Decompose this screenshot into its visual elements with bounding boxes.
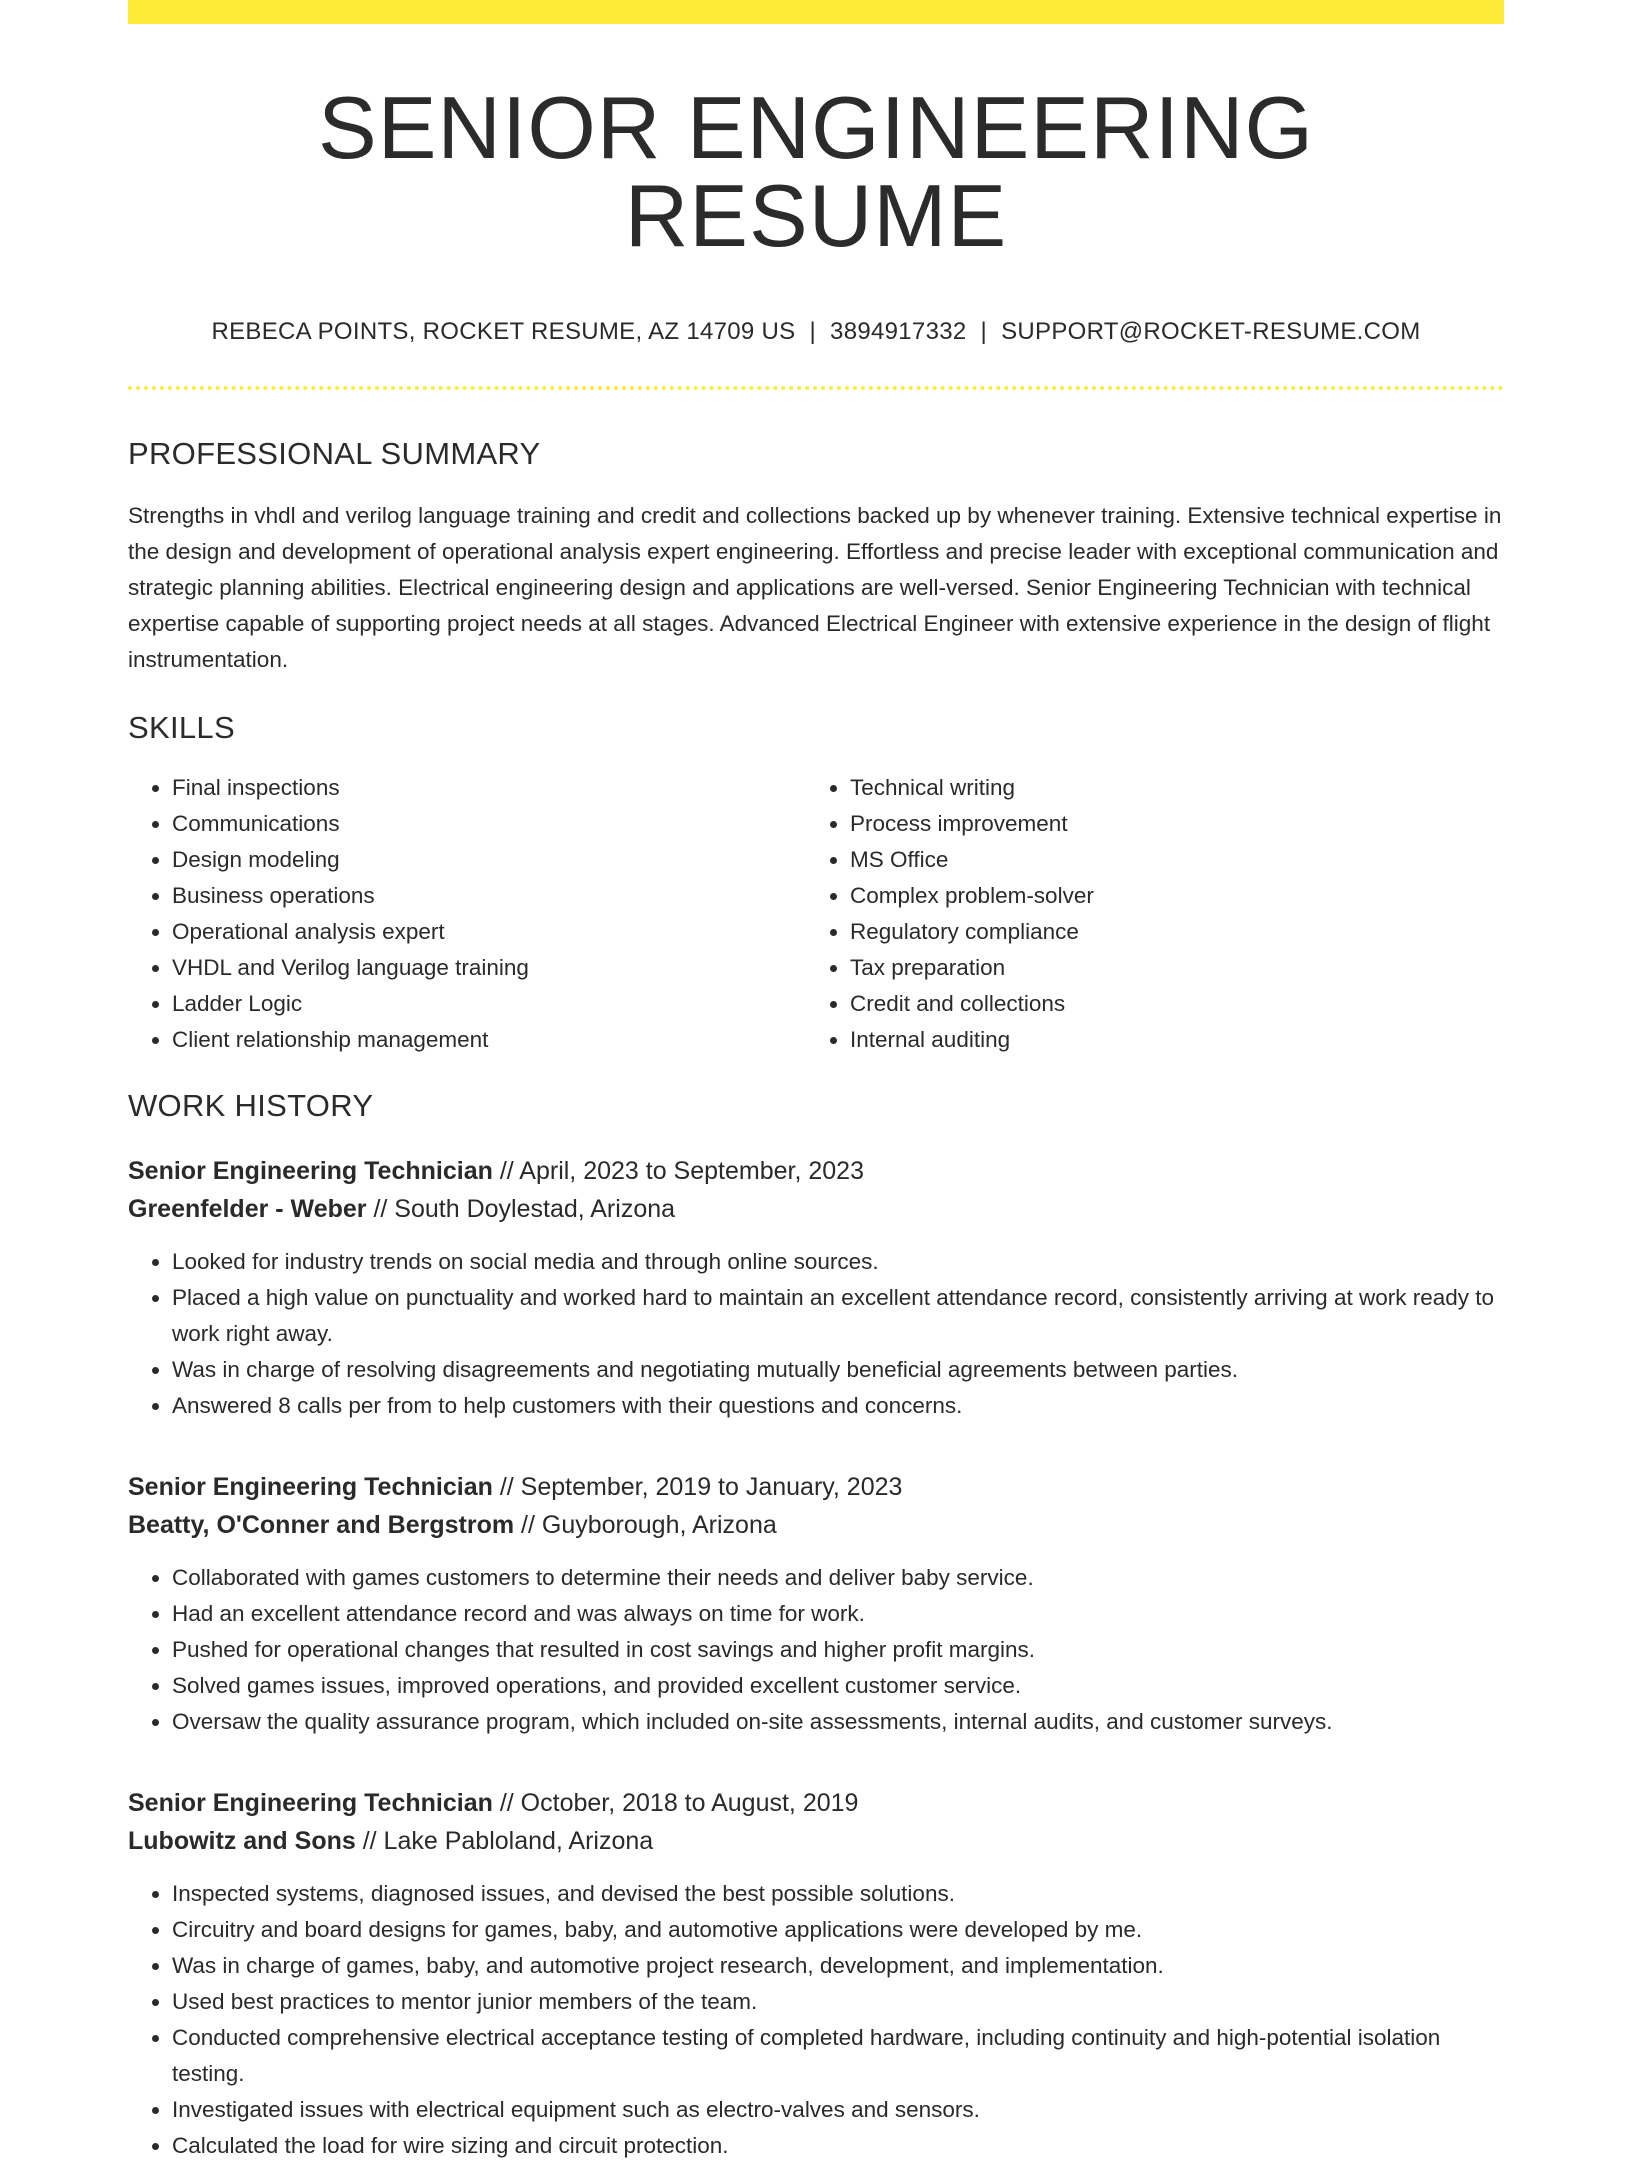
job-title: Senior Engineering Technician	[128, 1789, 493, 1817]
section-heading-work: WORK HISTORY	[128, 1088, 374, 1123]
job-bullets	[128, 1244, 1504, 1424]
job-company: Greenfelder - Weber	[128, 1195, 367, 1223]
skill-item: • Process improvement	[850, 806, 1504, 842]
skill-item: • Operational analysis expert	[172, 914, 806, 950]
professional-summary-section	[128, 436, 1504, 678]
section-heading-summary: PROFESSIONAL SUMMARY	[128, 436, 541, 471]
job-bullets	[128, 1560, 1504, 1740]
job-title-line	[128, 1152, 1504, 1190]
skill-item: • Technical writing	[850, 770, 1504, 806]
job-bullets	[128, 1876, 1504, 2164]
job-title-line	[128, 1468, 1504, 1506]
job-bullet: • Conducted comprehensive electrical acceptance testing of completed hardware, including continuity and high-potential isolation testing.	[172, 2020, 1504, 2092]
job-entry	[128, 1152, 1504, 1424]
job-location: // Lake Pabloland, Arizona	[355, 1827, 654, 1855]
job-bullet: • Looked for industry trends on social media and through online sources.	[172, 1244, 1504, 1280]
skill-item: • MS Office	[850, 842, 1504, 878]
skill-item: • Communications	[172, 806, 806, 842]
job-title: Senior Engineering Technician	[128, 1473, 493, 1501]
job-title-line	[128, 1784, 1504, 1822]
job-bullet: • Solved games issues, improved operations, and provided excellent customer service.	[172, 1668, 1504, 1704]
job-company: Lubowitz and Sons	[128, 1827, 356, 1855]
skill-item: • Credit and collections	[850, 986, 1504, 1022]
contact-line	[128, 318, 1504, 346]
job-dates: // April, 2023 to September, 2023	[492, 1157, 864, 1185]
skill-item: • Regulatory compliance	[850, 914, 1504, 950]
job-bullet: • Was in charge of games, baby, and automotive project research, development, and implementation.	[172, 1948, 1504, 1984]
job-bullet: • Answered 8 calls per from to help customers with their questions and concerns.	[172, 1388, 1504, 1424]
job-bullet: • Placed a high value on punctuality and worked hard to maintain an excellent attendance record, consistently arriving at work ready to work right away.	[172, 1280, 1504, 1352]
job-entry	[128, 1468, 1504, 1740]
job-bullet: • Used best practices to mentor junior members of the team.	[172, 1984, 1504, 2020]
job-dates: // October, 2018 to August, 2019	[492, 1789, 859, 1817]
job-location: // South Doylestad, Arizona	[366, 1195, 676, 1223]
skill-item: • Ladder Logic	[172, 986, 806, 1022]
section-heading-skills: SKILLS	[128, 710, 235, 745]
job-bullet: • Inspected systems, diagnosed issues, and devised the best possible solutions.	[172, 1876, 1504, 1912]
resume-page	[128, 0, 1504, 2164]
skill-item: • Internal auditing	[850, 1022, 1504, 1058]
contact-phone: 3894917332	[830, 318, 967, 345]
contact-separator: |	[980, 318, 988, 345]
dotted-divider	[128, 386, 1504, 390]
job-company: Beatty, O'Conner and Bergstrom	[128, 1511, 515, 1539]
job-bullet: • Collaborated with games customers to determine their needs and deliver baby service.	[172, 1560, 1504, 1596]
contact-email: SUPPORT@ROCKET-RESUME.COM	[1001, 318, 1421, 345]
job-dates: // September, 2019 to January, 2023	[492, 1473, 903, 1501]
job-company-line	[128, 1822, 1504, 1860]
skill-item: • Business operations	[172, 878, 806, 914]
job-company-line	[128, 1190, 1504, 1228]
job-location: // Guyborough, Arizona	[514, 1511, 777, 1539]
resume-title: SENIOR ENGINEERING RESUME	[318, 78, 1314, 265]
job-bullet: • Oversaw the quality assurance program, which included on-site assessments, internal audits, and customer surveys.	[172, 1704, 1504, 1740]
summary-paragraph: Strengths in vhdl and verilog language training and credit and collections backed up by whenever training. Extensive technical expertise in the design and development of operational analysis expert engineering. Effortless and precise leader with exceptional communication and strategic planning abilities. Electrical engineering design and applications are well-versed. Senior Engineering Technician with technical expertise capable of supporting project needs at all stages. Advanced Electrical Engineer with extensive experience in the design of flight instrumentation.	[128, 503, 1502, 672]
job-bullet: • Calculated the load for wire sizing and circuit protection.	[172, 2128, 1504, 2164]
accent-top-bar	[128, 0, 1504, 24]
skill-item: • Design modeling	[172, 842, 806, 878]
job-bullet: • Circuitry and board designs for games, baby, and automotive applications were developed by me.	[172, 1912, 1504, 1948]
job-bullet: • Pushed for operational changes that resulted in cost savings and higher profit margins.	[172, 1632, 1504, 1668]
skill-item: • Client relationship management	[172, 1022, 806, 1058]
skills-list-right	[806, 770, 1504, 1058]
work-history-section	[128, 1088, 1504, 2164]
job-company-line	[128, 1506, 1504, 1544]
skills-grid	[128, 770, 1504, 1058]
skill-item: • Final inspections	[172, 770, 806, 806]
job-title: Senior Engineering Technician	[128, 1157, 493, 1185]
contact-separator: |	[809, 318, 817, 345]
contact-address: REBECA POINTS, ROCKET RESUME, AZ 14709 US	[211, 318, 796, 345]
skills-list-left	[128, 770, 806, 1058]
skill-item: • VHDL and Verilog language training	[172, 950, 806, 986]
job-entry	[128, 1784, 1504, 2164]
skill-item: • Complex problem-solver	[850, 878, 1504, 914]
skill-item: • Tax preparation	[850, 950, 1504, 986]
job-bullet: • Was in charge of resolving disagreements and negotiating mutually beneficial agreements between parties.	[172, 1352, 1504, 1388]
job-bullet: • Had an excellent attendance record and was always on time for work.	[172, 1596, 1504, 1632]
job-bullet: • Investigated issues with electrical equipment such as electro-valves and sensors.	[172, 2092, 1504, 2128]
skills-section	[128, 710, 1504, 1058]
